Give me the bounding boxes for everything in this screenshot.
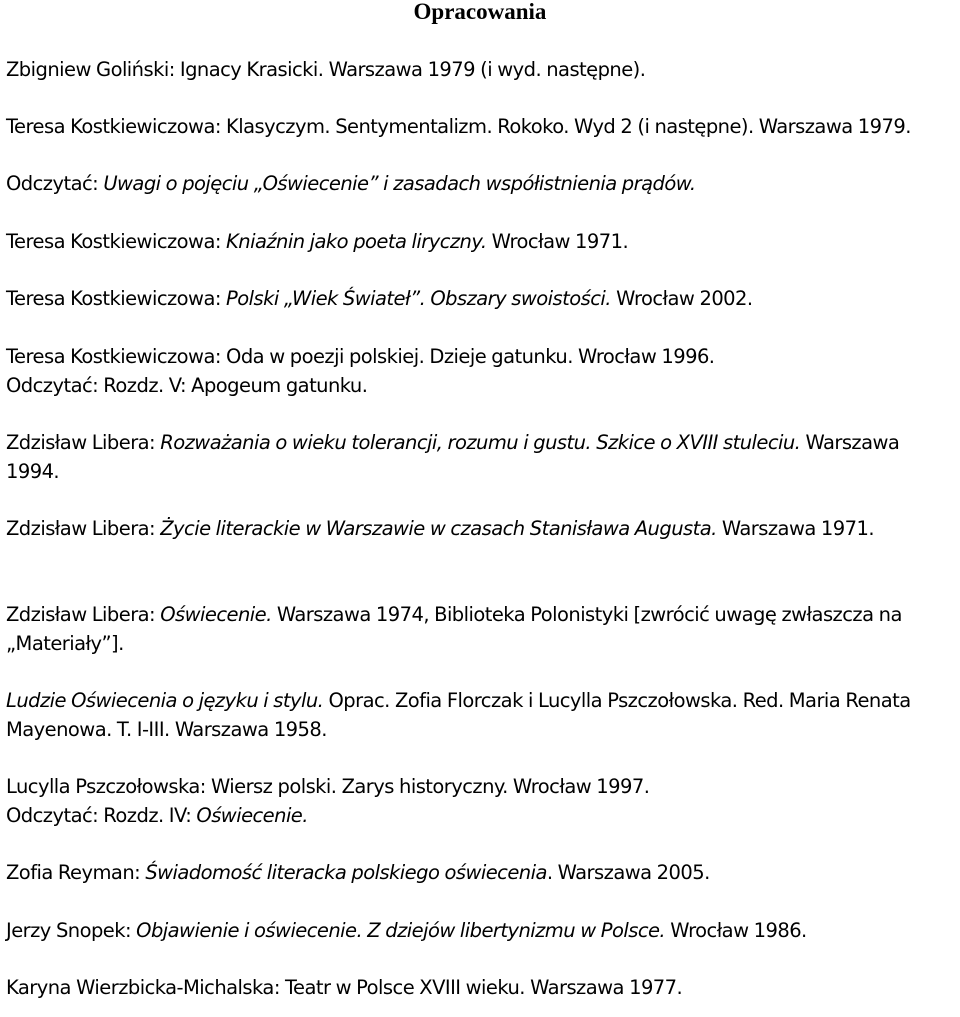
entry-title-italic: Oświecenie. [160, 603, 272, 626]
entry-text: Zbigniew Goliński: Ignacy Krasicki. Warszawa 1979 (i wyd. następne). [6, 58, 646, 81]
entry-title-italic: Oświecenie. [196, 804, 308, 827]
entry-title-italic: Uwagi o pojęciu „Oświecenie” i zasadach współistnienia prądów. [103, 172, 696, 195]
entry-text: Teresa Kostkiewiczowa: Oda w poezji polskiej. Dzieje gatunku. Wrocław 1996. [6, 345, 715, 368]
entry-text: Odczytać: Rozdz. IV: [6, 804, 197, 827]
entry-text: Zdzisław Libera: [6, 603, 161, 626]
entry-title-italic: Objawienie i oświecenie. Z dziejów libertynizmu w Polsce. [136, 919, 666, 942]
entry-text: Teresa Kostkiewiczowa: Klasyczym. Sentymentalizm. Rokoko. Wyd 2 (i następne). Warszawa 1979. [6, 115, 911, 138]
entry-text: Wrocław 1986. [665, 919, 807, 942]
bibliography-entry [6, 858, 956, 887]
bibliography-entry [6, 371, 956, 400]
entry-text: Odczytać: Rozdz. V: Apogeum gatunku. [6, 374, 368, 397]
entry-text: Teresa Kostkiewiczowa: [6, 287, 227, 310]
entry-text: Oprac. Zofia Florczak i Lucylla Pszczołowska. Red. Maria Renata Mayenowa. T. I-III. Warszawa 1958. [6, 689, 916, 741]
entry-text: Zdzisław Libera: [6, 431, 161, 454]
bibliography-entry [6, 342, 956, 371]
entry-text: Wrocław 2002. [610, 287, 753, 310]
bibliography-entry [6, 600, 956, 658]
entry-text: Karyna Wierzbicka-Michalska: Teatr w Polsce XVIII wieku. Warszawa 1977. [6, 976, 683, 999]
bibliography-entry [6, 772, 956, 801]
entry-title-italic: Kniaźnin jako poeta liryczny. [226, 230, 487, 253]
bibliography-entry [6, 973, 956, 1002]
entry-title-italic: Polski „Wiek Świateł”. Obszary swoistości. [226, 287, 611, 310]
entry-text: Wrocław 1971. [486, 230, 629, 253]
bibliography-entry [6, 55, 956, 84]
entry-title-italic: Życie literackie w Warszawie w czasach Stanisława Augusta. [160, 517, 717, 540]
bibliography-entry [6, 801, 956, 830]
bibliography-entry [6, 686, 956, 744]
bibliography-entry [6, 169, 956, 198]
page-title: Opracowania [413, 0, 547, 24]
entry-text: Warszawa 1971. [716, 517, 874, 540]
bibliography-entry [6, 284, 956, 313]
entry-text: Warszawa 1994. [6, 431, 905, 483]
entry-title-italic: Świadomość literacka polskiego oświecenia [145, 861, 547, 884]
bibliography-entry [6, 112, 956, 141]
bibliography-entry [6, 227, 956, 256]
entry-text: Teresa Kostkiewiczowa: [6, 230, 227, 253]
entry-text: . Warszawa 2005. [546, 861, 710, 884]
bibliography-entry [6, 916, 956, 945]
bibliography-entry [6, 428, 956, 486]
entry-title-italic: Rozważania o wieku tolerancji, rozumu i gustu. Szkice o XVIII stuleciu. [160, 431, 801, 454]
entry-title-italic: Ludzie Oświecenia o języku i stylu. [6, 689, 324, 712]
entry-text: Odczytać: [6, 172, 104, 195]
entry-text: Jerzy Snopek: [6, 919, 137, 942]
entry-text: Warszawa 1974, Biblioteka Polonistyki [zwrócić uwagę zwłaszcza na „Materiały”]. [6, 603, 908, 655]
entry-text: Lucylla Pszczołowska: Wiersz polski. Zarys historyczny. Wrocław 1997. [6, 775, 650, 798]
entry-text: Zofia Reyman: [6, 861, 146, 884]
bibliography-entry [6, 514, 956, 543]
entry-text: Zdzisław Libera: [6, 517, 161, 540]
